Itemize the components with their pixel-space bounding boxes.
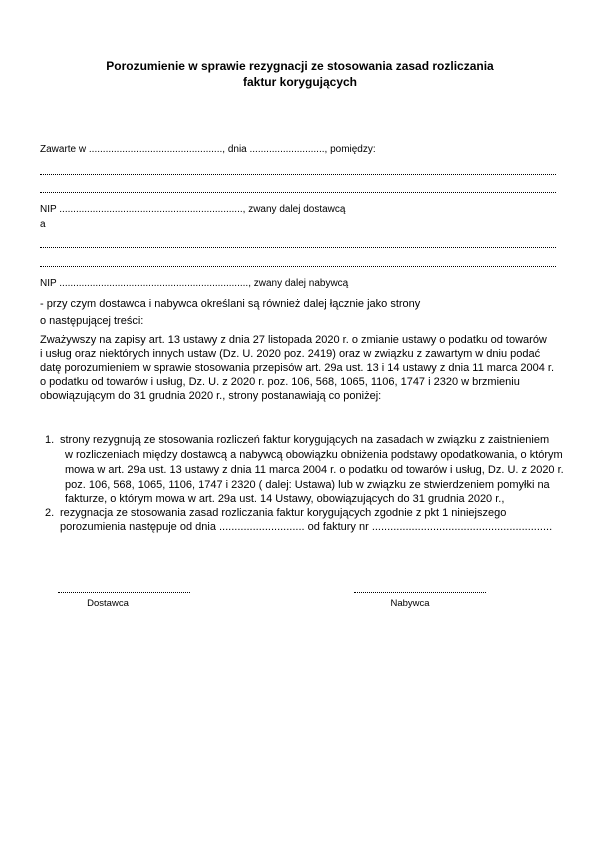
- list-item-line: mowa w art. 29a ust. 13 ustawy z dnia 11 marca 2004 r. o podatku od towarów i usług, Dz. U. z 2020 r.: [65, 464, 564, 476]
- list-item-number: 1.: [45, 434, 55, 446]
- party-1-line-1: [40, 174, 556, 175]
- supplier-nip-line: NIP .................................................................., zwany dalej dostawcą: [40, 204, 346, 215]
- document-title-line-1: Porozumienie w sprawie rezygnacji ze stosowania zasad rozliczania: [106, 59, 494, 73]
- party-2-line-1: [40, 247, 556, 248]
- buyer-signature-line: [354, 592, 486, 593]
- list-item-line: porozumienia następuje od dnia ............................ od faktury nr ...........................................................: [60, 521, 553, 533]
- jointly-line: - przy czym dostawca i nabywca określani są również dalej łącznie jako strony: [40, 298, 421, 310]
- list-item-number: 2.: [45, 507, 55, 519]
- preamble-line: datę porozumieniem w sprawie stosowania przepisów art. 29a ust. 13 i 14 ustawy z dnia 11 marca 2004 r.: [40, 362, 555, 374]
- document-title-line-2: faktur korygujących: [242, 75, 358, 89]
- buyer-nip-line: NIP ...................................................................., zwany dalej nabywcą: [40, 278, 349, 289]
- preamble-line: i usług oraz niektórych innych ustaw (Dz. U. 2020 poz. 2419) oraz w związku z zawartym w dniu podać: [40, 348, 541, 360]
- supplier-signature-label: Dostawca: [87, 598, 129, 609]
- list-item-line: fakturze, o którym mowa w art. 29a ust. 14 Ustawy, obowiązujących do 31 grudnia 2020 r.,: [65, 493, 505, 505]
- buyer-signature-label: Nabywca: [390, 598, 430, 609]
- list-item-line: strony rezygnują ze stosowania rozliczeń faktur korygujących na zasadach w związku z zaistnieniem: [60, 434, 550, 446]
- preamble-line: o podatku od towarów i usług, Dz. U. z 2020 r. poz. 106, 568, 1065, 1106, 1747 i 2320 w brzmieniu: [40, 376, 520, 388]
- preamble-line: Zważywszy na zapisy art. 13 ustawy z dnia 27 listopada 2020 r. o zmianie ustawy o podatku od towarów: [40, 334, 547, 346]
- party-2-line-2: [40, 266, 556, 267]
- supplier-signature-line: [58, 592, 190, 593]
- content-intro: o następującej treści:: [40, 315, 144, 327]
- list-item-line: poz. 106, 568, 1065, 1106, 1747 i 2320 ( dalej: Ustawa) lub w związku ze stwierdzeniem pomyłki na: [65, 479, 550, 491]
- preamble-line: obowiązującym do 31 grudnia 2020 r., strony postanawiają co poniżej:: [40, 390, 382, 402]
- conjunction-a: a: [40, 219, 46, 230]
- party-1-line-2: [40, 192, 556, 193]
- concluded-line: Zawarte w ................................................, dnia ..........................., pomiędzy:: [40, 144, 376, 155]
- list-item-line: rezygnacja ze stosowania zasad rozliczania faktur korygujących zgodnie z pkt 1 niniejszego: [60, 507, 507, 519]
- list-item-line: w rozliczeniach między dostawcą a nabywcą obowiązku obniżenia podstawy opodatkowania, o którym: [65, 449, 563, 461]
